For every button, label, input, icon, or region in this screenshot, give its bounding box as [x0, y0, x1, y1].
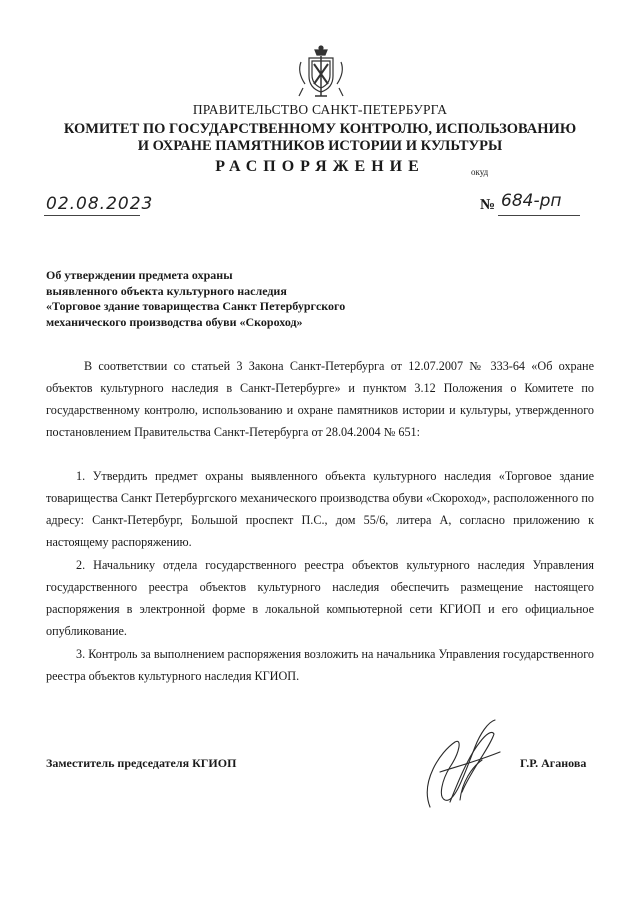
- item-1-paragraph: 1. Утвердить предмет охраны выявленного объекта культурного наследия «Торговое здание товарищества Санкт Петербургского механического производства обуви «Скороход», расположенного по адресу: Санкт-Петербург, Большой проспект П.С., дом 55/6, литера А, согласно приложению к настоящему распоряжению.: [46, 469, 594, 549]
- okud-label: окуд: [471, 167, 489, 177]
- item-2-paragraph: 2. Начальнику отдела государственного реестра объектов культурного наследия Управления государственного реестра объектов культурного наследия обеспечить размещение настоящего распоряжения в электронной форме в локальной компьютерной сети КГИОП и его официальное опубликование.: [46, 558, 594, 638]
- document-date: 02.08.2023: [46, 194, 154, 214]
- government-name: ПРАВИТЕЛЬСТВО САНКТ-ПЕТЕРБУРГА: [192, 102, 448, 117]
- document-number: 684-рп: [501, 191, 562, 211]
- document-subject: [46, 268, 406, 330]
- subject-line-3: «Торговое здание товарищества Санкт Петербургского: [46, 299, 346, 313]
- number-underline: [498, 215, 580, 216]
- coat-of-arms-icon: [293, 44, 349, 100]
- handwritten-signature-icon: [400, 712, 510, 822]
- subject-line-2: выявленного объекта культурного наследия: [46, 283, 287, 298]
- committee-line-2: И ОХРАНЕ ПАМЯТНИКОВ ИСТОРИИ И КУЛЬТУРЫ: [137, 138, 503, 154]
- signatory-name: Г.Р. Аганова: [520, 756, 587, 770]
- date-underline: [44, 215, 140, 216]
- item-3-paragraph: 3. Контроль за выполнением распоряжения возложить на начальника Управления государственного реестра объектов культурного наследия КГИОП.: [46, 647, 594, 683]
- preamble-paragraph: В соответствии со статьей 3 Закона Санкт-Петербурга от 12.07.2007 № 333-64 «Об охране объектов культурного наследия в Санкт-Петербурге» и пунктом 3.12 Положения о Комитете по государственному контролю, использованию и охране памятников истории и культуры, утвержденного постановлением Правительства Санкт-Петербурга от 28.04.2004 № 651:: [46, 359, 594, 439]
- signatory-title: Заместитель председателя КГИОП: [46, 756, 237, 770]
- subject-line-4: механического производства обуви «Скороход»: [46, 314, 303, 329]
- committee-name: [0, 121, 640, 155]
- number-label: №: [480, 197, 496, 213]
- subject-line-1: Об утверждении предмета охраны: [46, 268, 233, 282]
- committee-line-1: КОМИТЕТ ПО ГОСУДАРСТВЕННОМУ КОНТРОЛЮ, ИСПОЛЬЗОВАНИЮ: [63, 121, 577, 137]
- document-type: РАСПОРЯЖЕНИЕ: [215, 158, 425, 175]
